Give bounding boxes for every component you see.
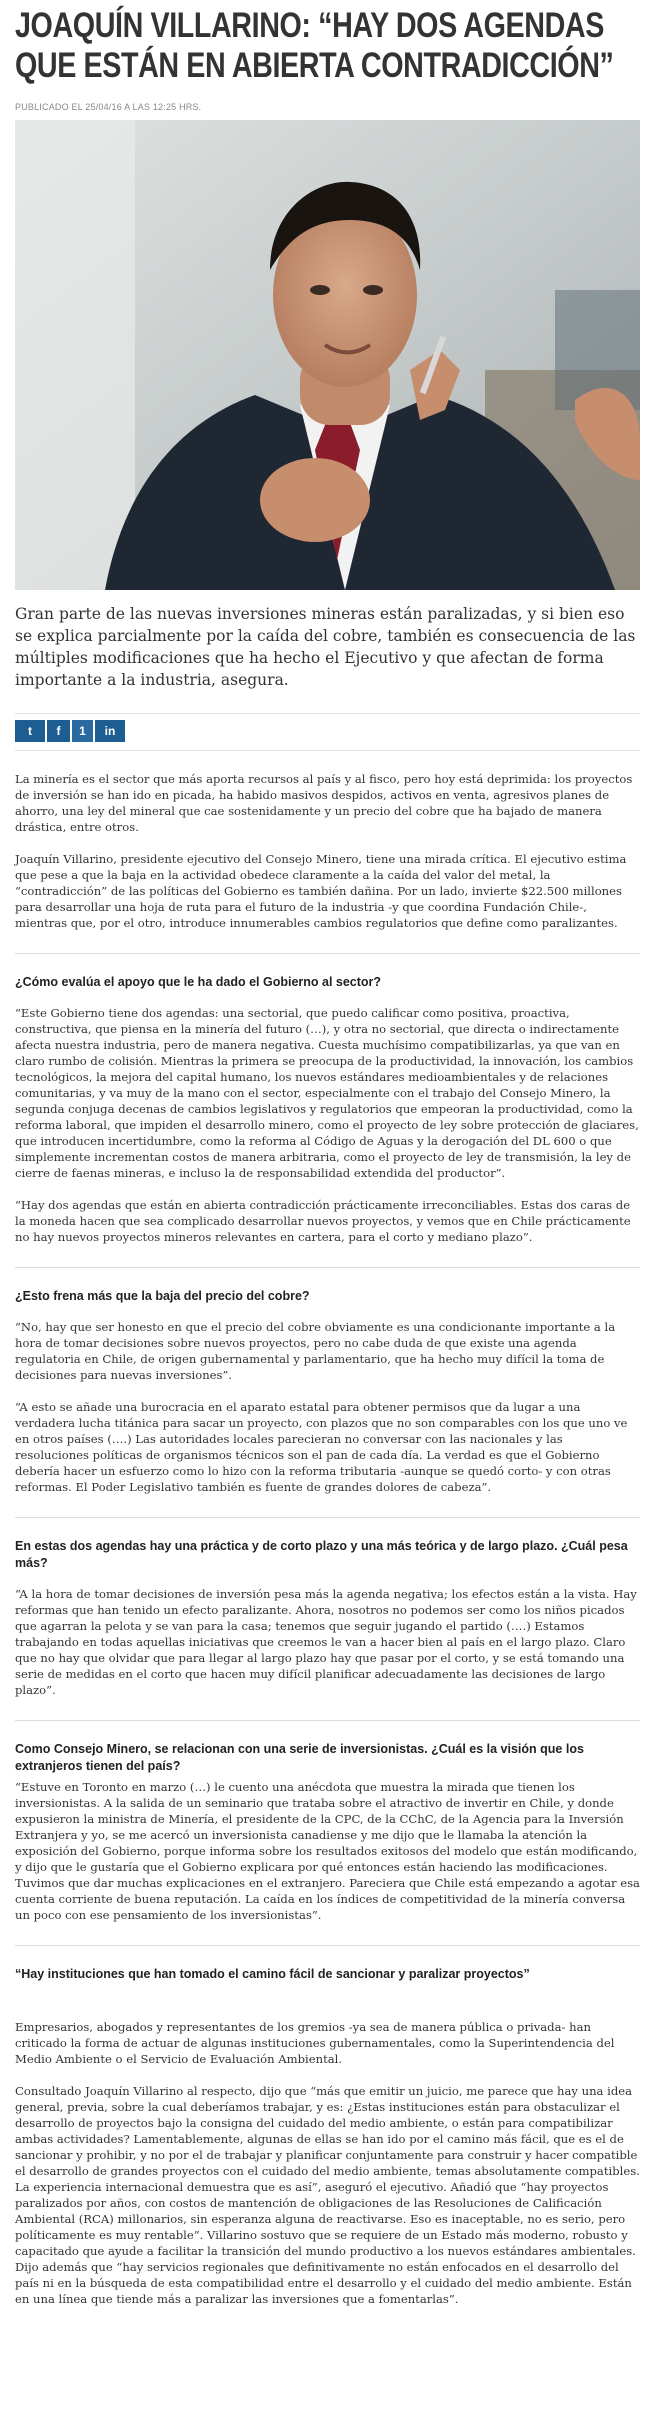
answer: “Este Gobierno tiene dos agendas: una sectorial, que puedo calificar como positiva, proactiva, constructiva, que piensa en la minería del futuro (…), y otra no sectorial, que directa o indirectamente afecta nuestra industria, pero de manera negativa. Cuesta muchísimo compatibilizarlas, ya que van en claro rumbo de colisión. Mientras la primera se preocupa de la productividad, la innovación, los cambios tecnológicos, la mejora del capital humano, los nuevos estándares medioambientales y de relaciones comunitarias, y va muy de la mano con el sector, especialmente con el trabajo del Consejo Minero, la segunda conjuga decenas de cambios legislativos y regulatorios que empeoran la productividad, como la reforma laboral, que impiden el desarrollo minero, como el proyecto de ley sobre protección de glaciares, que introducen incertidumbre, como la reforma al Código de Aguas y la derogación del DL 600 o que simplemente incrementan costos de manera arbitraria, como el proyecto de ley de transmisión, la ley de cierre de faenas mineras, e incluso la de responsabilidad extendida del productor”. bbox=[15, 1006, 639, 1180]
share-bar bbox=[15, 713, 640, 751]
question: ¿Cómo evalúa el apoyo que le ha dado el Gobierno al sector? bbox=[15, 975, 382, 989]
answer: “Estuve en Toronto en marzo (…) le cuento una anécdota que muestra la mirada que tienen los inversionistas. A la salida de un seminario que trataba sobre el atractivo de invertir en Chile, y donde expusieron la ministra de Minería, el presidente de la CPC, de la CChC, de la Agencia para la Inversión Extranjera y yo, se me acercó un inversionista canadiense y me dijo que le llamaba la atención la exposición del Gobierno, porque informa sobre los resultados exitosos del modelo que están modificando, y dijo que le gustaría que el Gobierno explicara por qué entonces están haciendo las modificaciones. Tuvimos que dar muchas explicaciones en el extranjero. Pareciera que Chile está empezando a agotar esa cuenta corriente de buena reputación. La caída en los índices de competitividad de la minería conversa un poco con ese pensamiento de los inversionistas”. bbox=[15, 1780, 640, 1922]
divider bbox=[15, 1720, 640, 1721]
question: ¿Esto frena más que la baja del precio del cobre? bbox=[15, 1289, 310, 1303]
paragraph: Joaquín Villarino, presidente ejecutivo del Consejo Minero, tiene una mirada crítica. El ejecutivo estima que pese a que la baja en la actividad obedece claramente a la caída del valor del metal, la “contradicción” de las políticas del Gobierno es también dañina. Por un lado, invierte $22.500 millones para desarrollar una hoja de ruta para el futuro de la industria -y que coordina Fundación Chile-, mientras que, por el otro, introduce innumerables cambios regulatorios que define como paralizantes. bbox=[15, 852, 627, 930]
article bbox=[15, 0, 640, 2323]
divider bbox=[15, 1517, 640, 1518]
answer: “A la hora de tomar decisiones de inversión pesa más la agenda negativa; los efectos están a la vista. Hay reformas que han tenido un efecto paralizante. Ahora, nosotros no podemos ser como los niños picados que agarran la pelota y se van para la casa; tenemos que seguir jugando el partido (….) Estamos trabajando en todas aquellas iniciativas que creemos le van a hacer bien al país en el largo plazo. Claro que no hay que olvidar que para llegar al largo plazo hay que pasar por el corto, y se está tomando una serie de medidas en el corto que hacen muy difícil planificar adecuadamente las decisiones de largo plazo”. bbox=[15, 1587, 637, 1697]
linkedin-icon: in bbox=[104, 724, 116, 738]
divider bbox=[15, 1267, 640, 1268]
twitter-icon: t bbox=[28, 724, 32, 738]
headline: JOAQUÍN VILLARINO: “HAY DOS AGENDAS QUE ESTÁN EN ABIERTA CONTRADICCIÓN” bbox=[15, 6, 614, 85]
article-body bbox=[15, 771, 640, 2307]
paragraph: La minería es el sector que más aporta recursos al país y al fisco, pero hoy está deprimida: los proyectos de inversión se han ido en picada, ha habido masivos despidos, activos en venta, agresivos planes de ahorro, una ley del mineral que cae sostenidamente y un precio del cobre que ha bajado de manera drástica, entre otros. bbox=[15, 772, 633, 834]
article-photo bbox=[15, 120, 640, 590]
facebook-share-button[interactable] bbox=[47, 720, 70, 742]
paragraph: Consultado Joaquín Villarino al respecto, dijo que “más que emitir un juicio, me parece que hay una idea general, previa, sobre la cual deberíamos trabajar, y es: ¿Estas instituciones están para obstaculizar el desarrollo de proyectos bajo la consigna del cuidado del medio ambiente, o están para compatibilizar ambas actividades? Lamentablemente, algunas de ellas se han ido por el camino más fácil, que es el de sancionar y prohibir, y no por el de trabajar y planificar conjuntamente para construir y hacer compatible el desarrollo de grandes proyectos con el cuidado del medio ambiente, temas absolutamente compatibles. La experiencia internacional demuestra que es así”, aseguró el ejecutivo. Añadió que “hay proyectos paralizados por años, con costos de mantención de obligaciones de las Resoluciones de Calificación Ambiental (RCA) millonarios, sin esperanza alguna de reactivarse. Eso es inaceptable, no es serio, pero políticamente es muy rentable”. Villarino sostuvo que se requiere de un Estado más moderno, robusto y capacitado que ayude a facilitar la transición del mundo productivo a los nuevos estándares ambientales. Dijo además que “hay servicios regionales que definitivamente no están enfocados en el desarrollo del país ni en la búsqueda de esta compatibilidad entre el desarrollo y el cuidado del medio ambiente. Están en una línea que tiende más a paralizar las inversiones que a fomentarlas”. bbox=[15, 2084, 640, 2306]
facebook-icon: f bbox=[56, 724, 61, 738]
dateline: PUBLICADO EL 25/04/16 A LAS 12:25 HRS. bbox=[15, 102, 202, 112]
divider bbox=[15, 1945, 640, 1946]
portrait-image bbox=[15, 120, 640, 590]
paragraph: Empresarios, abogados y representantes de los gremios -ya sea de manera pública o privada- han criticado la forma de actuar de algunas instituciones gubernamentales, como la Superintendencia del Medio Ambiente o el Servicio de Evaluación Ambiental. bbox=[15, 2020, 615, 2066]
facebook-share-count: 1 bbox=[72, 720, 93, 742]
divider bbox=[15, 953, 640, 954]
answer: “Hay dos agendas que están en abierta contradicción prácticamente irreconciliables. Estas dos caras de la moneda hacen que sea complicado desarrollar nuevos proyectos, y vemos que en Chile prácticamente no hay nuevos proyectos mineros relevantes en cartera, para el corto y mediano plazo”. bbox=[15, 1198, 631, 1244]
section-subhead: “Hay instituciones que han tomado el camino fácil de sancionar y paralizar proyectos” bbox=[15, 1967, 530, 1981]
twitter-share-button[interactable] bbox=[15, 720, 45, 742]
question: En estas dos agendas hay una práctica y de corto plazo y una más teórica y de largo plazo. ¿Cuál pesa más? bbox=[15, 1539, 628, 1570]
linkedin-share-button[interactable] bbox=[95, 720, 125, 742]
lead-paragraph: Gran parte de las nuevas inversiones mineras están paralizadas, y si bien eso se explica parcialmente por la caída del cobre, también es consecuencia de las múltiples modificaciones que ha hecho el Ejecutivo y que afectan de forma importante a la industria, asegura. bbox=[15, 605, 636, 689]
answer: “No, hay que ser honesto en que el precio del cobre obviamente es una condicionante importante a la hora de tomar decisiones sobre nuevos proyectos, pero no cabe duda de que existe una agenda regulatoria en Chile, de origen gubernamental y parlamentario, que ha hecho muy difícil la toma de decisiones para nuevas inversiones”. bbox=[15, 1320, 616, 1382]
answer: “A esto se añade una burocracia en el aparato estatal para obtener permisos que da lugar a una verdadera lucha titánica para sacar un proyecto, con plazos que no son comparables con los que uno ve en otros países (….) Las autoridades locales parecieran no conversar con las nacionales y las resoluciones políticas de organismos técnicos son el pan de cada día. La verdad es que el Gobierno debería hacer un esfuerzo como lo hizo con la reforma tributaria -aunque se quedó corto- y con otras reformas. El Poder Legislativo también es fuente de grandes dolores de cabeza”. bbox=[15, 1400, 628, 1494]
question: Como Consejo Minero, se relacionan con una serie de inversionistas. ¿Cuál es la visión que los extranjeros tienen del país? bbox=[15, 1742, 584, 1773]
